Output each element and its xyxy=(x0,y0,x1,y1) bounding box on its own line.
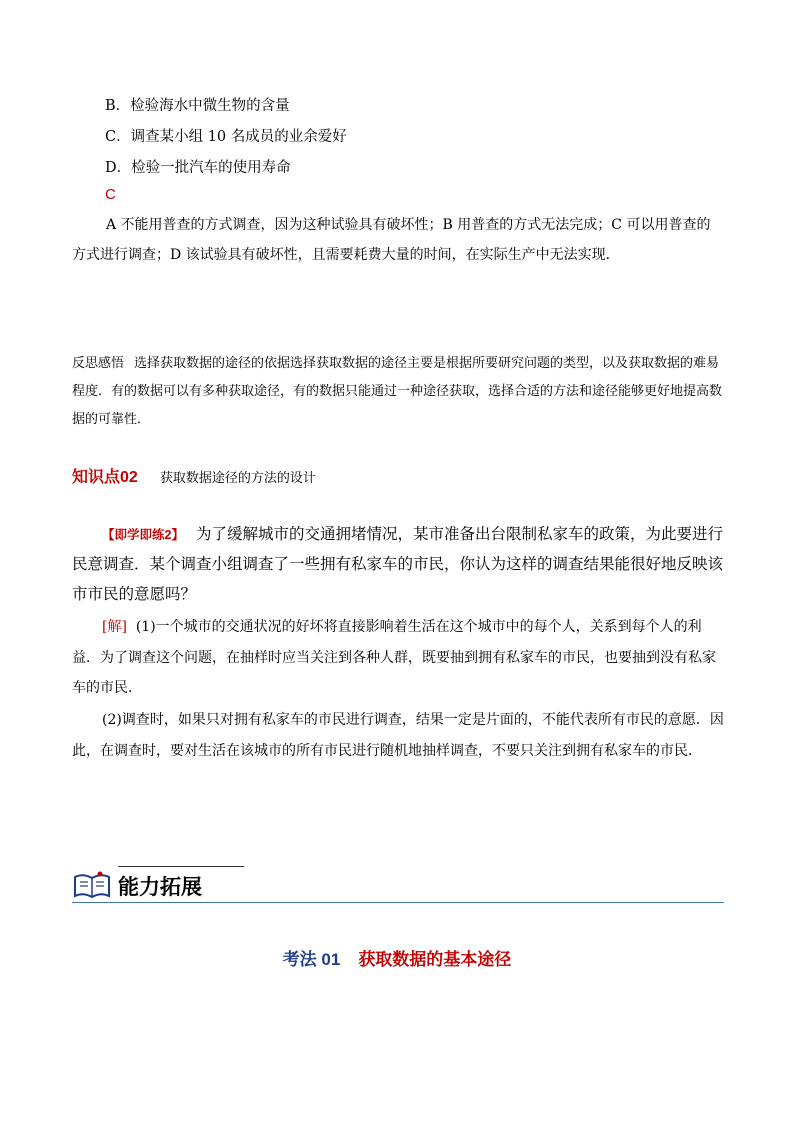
option-d: D．检验一批汽车的使用寿命 xyxy=(105,160,291,176)
option-b: B．检验海水中微生物的含量 xyxy=(105,98,290,114)
knowledge-point-tag: 知识点02 xyxy=(72,469,138,486)
practice-question xyxy=(72,520,724,610)
section-underline xyxy=(72,902,724,904)
method-tag: 考法 01 xyxy=(282,950,341,969)
section-top-rule xyxy=(118,866,244,867)
solution-part-2: (2)调查时，如果只对拥有私家车的市民进行调查，结果一定是片面的，不能代表所有市民的意愿．因此，在调查时，要对生活在该城市的所有市民进行随机地抽样调查，不要只关注到拥有私家车的市民． xyxy=(72,712,724,759)
knowledge-point-heading xyxy=(72,464,316,487)
practice-tag: 【即学即练2】 xyxy=(102,528,184,542)
reflection-label: 反思感悟 xyxy=(72,356,125,371)
solution-part-1 xyxy=(72,612,724,704)
explanation: A 不能用普查的方式调查，因为这种试验具有破坏性；B 用普查的方式无法完成；C 可以用普查的方式进行调查；D 该试验具有破坏性，且需要耗费大量的时间，在实际生产中无法实现． xyxy=(72,217,711,263)
knowledge-point-title: 获取数据途径的方法的设计 xyxy=(159,470,316,485)
method-heading xyxy=(0,945,794,970)
open-book-icon xyxy=(72,868,112,900)
section-header xyxy=(72,862,724,907)
reflection-text: 选择获取数据的途径的依据选择获取数据的途径主要是根据所要研究问题的类型，以及获取数据的难易程度．有的数据可以有多种获取途径，有的数据只能通过一种途径获取，选择合适的方法和途径能够更好地提高数据的可靠性． xyxy=(72,356,723,427)
section-title: 能力拓展 xyxy=(118,876,202,899)
method-title: 获取数据的基本途径 xyxy=(358,950,512,969)
reflection xyxy=(72,350,724,434)
solution-tag: [解] xyxy=(102,619,127,635)
answer: C xyxy=(105,186,116,203)
solution-part-1-text: (1)一个城市的交通状况的好坏将直接影响着生活在这个城市中的每个人，关系到每个人的利益．为了调查这个问题，在抽样时应当关注到各种人群，既要抽到拥有私家车的市民，也要抽到没有私家车的市民． xyxy=(72,619,716,696)
practice-text: 为了缓解城市的交通拥堵情况，某市准备出台限制私家车的政策，为此要进行民意调查．某个调查小组调查了一些拥有私家车的市民，你认为这样的调查结果能很好地反映该市市民的意愿吗？ xyxy=(72,526,724,603)
option-c: C．调查某小组 10 名成员的业余爱好 xyxy=(105,129,347,145)
